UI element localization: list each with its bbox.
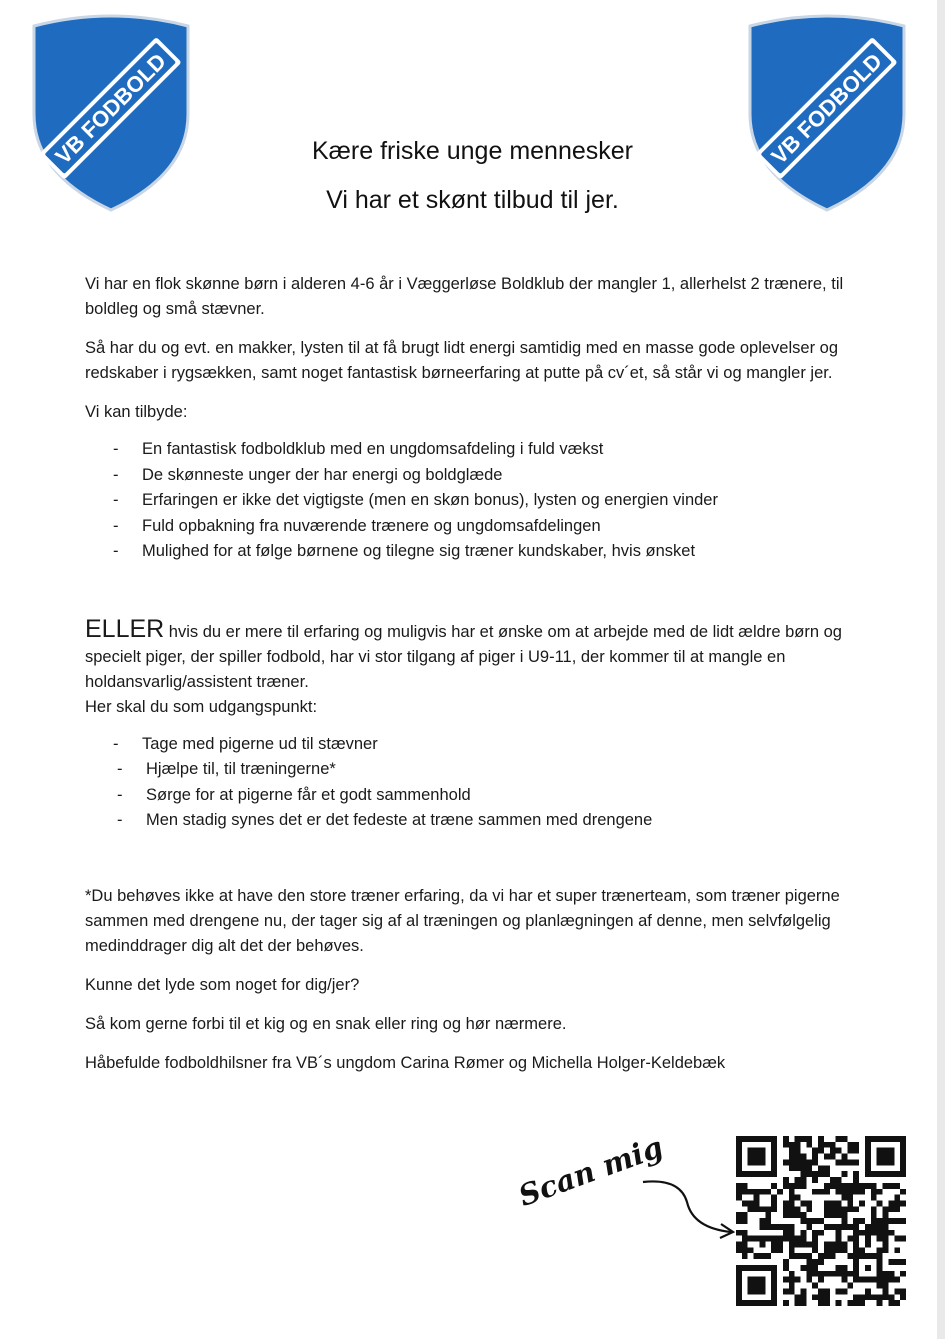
intro-paragraph: Vi har en flok skønne børn i alderen 4-6 år i Væggerløse Boldklub der mangler 1, allerhelst 2 trænere, til boldleg og små stævner. (85, 275, 844, 318)
tasks-list (85, 732, 855, 834)
closing-invite: Så kom gerne forbi til et kig og en snak eller ring og hør nærmere. (85, 1014, 567, 1033)
list-item: - En fantastisk fodboldklub med en ungdomsafdeling i fuld vækst (85, 437, 855, 463)
scan-callout (514, 1129, 735, 1250)
list-item: - Fuld opbakning fra nuværende trænere og ungdomsafdelingen (85, 514, 855, 540)
intro-paragraph: Så har du og evt. en makker, lysten til at få brugt lidt energi samtidig med en masse gode oplevelser og redskaber i rygsækken, samt noget fantastisk børneerfaring at putte på cv´et, så står vi og mangler jer. (85, 339, 838, 382)
list-item: - De skønneste unger der har energi og boldglæde (85, 463, 855, 489)
arrow-icon (635, 1170, 745, 1240)
offer-list (85, 437, 855, 565)
logo-text: VB FODBOLD (766, 48, 887, 169)
list-item: - Erfaringen er ikke det vigtigste (men en skøn bonus), lysten og energien vinder (85, 488, 855, 514)
tasks-intro: Her skal du som udgangspunkt: (85, 697, 318, 716)
qr-code-icon[interactable] (736, 1136, 906, 1306)
logo-text: VB FODBOLD (50, 48, 171, 169)
list-item: - Men stadig synes det er det fedeste at træne sammen med drengene (85, 808, 855, 834)
list-item: - Tage med pigerne ud til stævner (85, 732, 855, 758)
list-item: - Mulighed for at følge børnene og tilegne sig træner kundskaber, hvis ønsket (85, 539, 855, 565)
closing-signature: Håbefulde fodboldhilsner fra VB´s ungdom Carina Rømer og Michella Holger-Keldebæk (85, 1053, 726, 1072)
letter-body (85, 272, 855, 1076)
heading-line-1: Kære friske unge mennesker (312, 137, 633, 165)
list-item: - Hjælpe til, til træningerne* (85, 757, 855, 783)
eller-text: hvis du er mere til erfaring og muligvis har et ønske om at arbejde med de lidt ældre børn og specielt piger, der spiller fodbold, har vi stor tilgang af piger i U9-11, der kommer til at mangle en holdansvarlig/assistent træner. (85, 622, 842, 691)
footnote-paragraph: *Du behøves ikke at have den store træner erfaring, da vi har et super trænerteam, som træner pigerne sammen med drengene nu, der tager sig af al træningen og planlægningen af denne, men selvfølgelig medinddrager dig alt det der behøves. (85, 886, 840, 955)
closing-question: Kunne det lyde som noget for dig/jer? (85, 975, 360, 994)
offer-intro: Vi kan tilbyde: (85, 403, 188, 421)
club-logo-left (26, 14, 196, 214)
scan-label: Scan mig (514, 1129, 668, 1213)
eller-paragraph (85, 614, 855, 695)
list-item: - Sørge for at pigerne får et godt sammenhold (85, 783, 855, 809)
club-logo-right (742, 14, 912, 214)
heading-line-2: Vi har et skønt tilbud til jer. (326, 186, 619, 214)
eller-word: ELLER (85, 614, 165, 643)
